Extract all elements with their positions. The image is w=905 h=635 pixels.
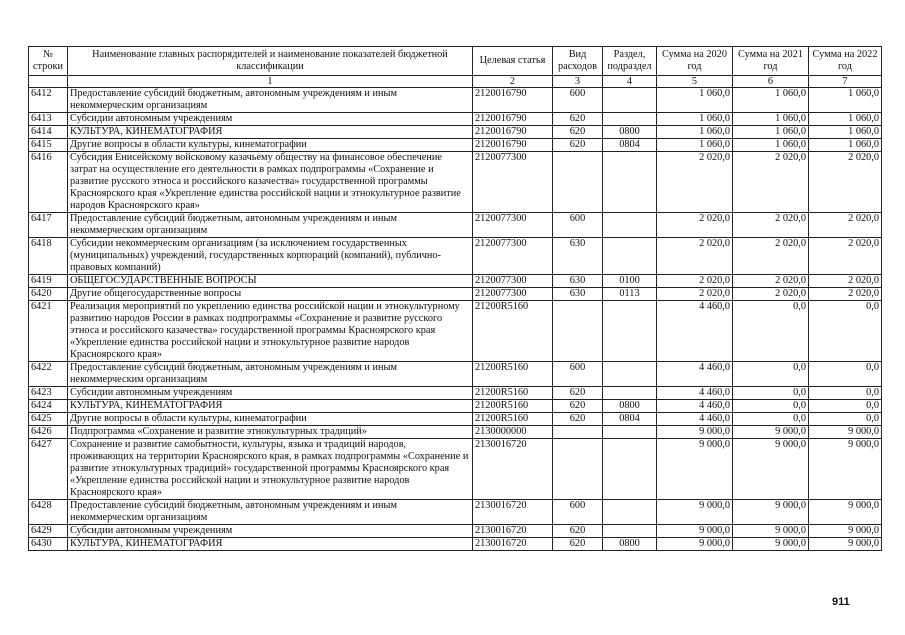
row-section [603, 238, 657, 275]
header-sum-2020: Сумма на 2020 год [657, 47, 733, 76]
header-section: Раздел, подраздел [603, 47, 657, 76]
row-sum-2020: 4 460,0 [657, 301, 733, 362]
row-sum-2020: 4 460,0 [657, 387, 733, 400]
row-section: 0804 [603, 413, 657, 426]
row-number: 6430 [29, 538, 68, 551]
row-sum-2021: 0,0 [733, 301, 809, 362]
row-sum-2021: 0,0 [733, 400, 809, 413]
row-section [603, 113, 657, 126]
table-row [29, 288, 882, 301]
row-name: Сохранение и развитие самобытности, культуры, языка и традиций народов, проживающих на территории Красноярского края, в рамках подпрограммы «Сохранение и развитие этнокультурных традиций» государственной программы Красноярского края «Укрепление единства российской нации и этнокультурное развитие народов Красноярского края» [68, 439, 473, 500]
row-expense-type [553, 439, 603, 500]
row-section: 0800 [603, 400, 657, 413]
row-sum-2022: 1 060,0 [809, 126, 882, 139]
row-name: Подпрограмма «Сохранение и развитие этнокультурных традиций» [68, 426, 473, 439]
row-expense-type [553, 152, 603, 213]
row-sum-2021: 1 060,0 [733, 139, 809, 152]
row-name: Субсидии некоммерческим организациям (за исключением государственных (муниципальных) учреждений, государственных корпораций (компаний), публично-правовых компаний) [68, 238, 473, 275]
row-sum-2022: 1 060,0 [809, 139, 882, 152]
row-sum-2022: 9 000,0 [809, 439, 882, 500]
row-sum-2020: 2 020,0 [657, 238, 733, 275]
header-sum-2021: Сумма на 2021 год [733, 47, 809, 76]
row-expense-type: 600 [553, 88, 603, 113]
row-sum-2022: 2 020,0 [809, 213, 882, 238]
row-section [603, 439, 657, 500]
row-expense-type: 620 [553, 139, 603, 152]
table-body [29, 88, 882, 551]
header-name: Наименование главных распорядителей и наименование показателей бюджетной классификации [68, 47, 473, 76]
row-sum-2022: 2 020,0 [809, 152, 882, 213]
budget-table [28, 46, 882, 551]
column-number-row [29, 76, 882, 88]
row-name: КУЛЬТУРА, КИНЕМАТОГРАФИЯ [68, 126, 473, 139]
table-row [29, 500, 882, 525]
row-sum-2022: 0,0 [809, 362, 882, 387]
row-name: КУЛЬТУРА, КИНЕМАТОГРАФИЯ [68, 400, 473, 413]
table-row [29, 538, 882, 551]
row-sum-2022: 1 060,0 [809, 88, 882, 113]
row-sum-2022: 0,0 [809, 387, 882, 400]
row-name: Другие вопросы в области культуры, кинематографии [68, 413, 473, 426]
table-row [29, 152, 882, 213]
row-sum-2021: 9 000,0 [733, 525, 809, 538]
table-row [29, 301, 882, 362]
row-sum-2020: 9 000,0 [657, 525, 733, 538]
row-sum-2020: 2 020,0 [657, 152, 733, 213]
row-number: 6415 [29, 139, 68, 152]
row-expense-type [553, 426, 603, 439]
column-number: 5 [657, 76, 733, 88]
row-sum-2020: 2 020,0 [657, 213, 733, 238]
table-row [29, 387, 882, 400]
row-target-article: 2130016720 [473, 500, 553, 525]
row-section: 0100 [603, 275, 657, 288]
row-number: 6417 [29, 213, 68, 238]
row-target-article: 21200R5160 [473, 387, 553, 400]
row-expense-type: 630 [553, 275, 603, 288]
row-name: Субсидии автономным учреждениям [68, 113, 473, 126]
row-section: 0113 [603, 288, 657, 301]
row-expense-type: 620 [553, 538, 603, 551]
table-row [29, 113, 882, 126]
row-name: Предоставление субсидий бюджетным, автономным учреждениям и иным некоммерческим организациям [68, 88, 473, 113]
row-name: Предоставление субсидий бюджетным, автономным учреждениям и иным некоммерческим организациям [68, 213, 473, 238]
table-row [29, 426, 882, 439]
row-sum-2021: 0,0 [733, 387, 809, 400]
row-target-article: 2120016790 [473, 88, 553, 113]
row-sum-2020: 9 000,0 [657, 439, 733, 500]
row-section [603, 362, 657, 387]
row-section: 0804 [603, 139, 657, 152]
row-name: Субсидия Енисейскому войсковому казачьему обществу на финансовое обеспечение затрат на осуществление его деятельности в рамках подпрограммы «Сохранение и развитие русского этноса и российского казачества» государственной программы Красноярского края «Укрепление единства российской нации и этнокультурное развитие народов Красноярского края» [68, 152, 473, 213]
row-sum-2020: 9 000,0 [657, 538, 733, 551]
table-row [29, 139, 882, 152]
column-number: 6 [733, 76, 809, 88]
row-sum-2022: 9 000,0 [809, 426, 882, 439]
row-name: Реализация мероприятий по укреплению единства российской нации и этнокультурному развитию народов России в рамках подпрограммы «Сохранение и развитие русского этноса и российского казачества» государственной программы Красноярского края «Укрепление единства российской нации и этнокультурное развитие народов Красноярского края» [68, 301, 473, 362]
row-sum-2020: 4 460,0 [657, 400, 733, 413]
row-number: 6416 [29, 152, 68, 213]
row-sum-2021: 9 000,0 [733, 426, 809, 439]
row-section: 0800 [603, 126, 657, 139]
row-sum-2020: 9 000,0 [657, 500, 733, 525]
row-target-article: 21200R5160 [473, 413, 553, 426]
row-sum-2021: 0,0 [733, 413, 809, 426]
row-section [603, 426, 657, 439]
row-sum-2022: 9 000,0 [809, 538, 882, 551]
row-sum-2020: 2 020,0 [657, 275, 733, 288]
row-section [603, 301, 657, 362]
row-expense-type: 620 [553, 113, 603, 126]
row-expense-type: 620 [553, 126, 603, 139]
row-sum-2020: 9 000,0 [657, 426, 733, 439]
row-target-article: 2130016720 [473, 439, 553, 500]
row-target-article: 2120077300 [473, 275, 553, 288]
row-number: 6419 [29, 275, 68, 288]
row-target-article: 2120077300 [473, 213, 553, 238]
row-number: 6422 [29, 362, 68, 387]
row-name: Предоставление субсидий бюджетным, автономным учреждениям и иным некоммерческим организациям [68, 500, 473, 525]
row-number: 6413 [29, 113, 68, 126]
row-expense-type: 630 [553, 288, 603, 301]
row-target-article: 2120016790 [473, 126, 553, 139]
row-target-article: 2130016720 [473, 538, 553, 551]
column-number-empty [29, 76, 68, 88]
row-name: Субсидии автономным учреждениям [68, 525, 473, 538]
row-sum-2021: 1 060,0 [733, 126, 809, 139]
row-sum-2021: 1 060,0 [733, 88, 809, 113]
row-target-article: 21200R5160 [473, 362, 553, 387]
row-sum-2021: 1 060,0 [733, 113, 809, 126]
row-sum-2020: 1 060,0 [657, 113, 733, 126]
row-target-article: 2120077300 [473, 288, 553, 301]
row-sum-2022: 0,0 [809, 301, 882, 362]
table-row [29, 213, 882, 238]
row-number: 6418 [29, 238, 68, 275]
column-number: 4 [603, 76, 657, 88]
header-target: Целевая статья [473, 47, 553, 76]
row-number: 6412 [29, 88, 68, 113]
table-row [29, 275, 882, 288]
row-sum-2020: 1 060,0 [657, 126, 733, 139]
row-name: Предоставление субсидий бюджетным, автономным учреждениям и иным некоммерческим организациям [68, 362, 473, 387]
row-number: 6427 [29, 439, 68, 500]
table-header [29, 47, 882, 88]
row-sum-2022: 9 000,0 [809, 500, 882, 525]
row-name: Субсидии автономным учреждениям [68, 387, 473, 400]
row-section [603, 213, 657, 238]
row-sum-2021: 2 020,0 [733, 288, 809, 301]
row-expense-type: 600 [553, 213, 603, 238]
row-sum-2022: 2 020,0 [809, 275, 882, 288]
row-section [603, 525, 657, 538]
row-target-article: 2130016720 [473, 525, 553, 538]
row-sum-2020: 1 060,0 [657, 139, 733, 152]
table-row [29, 126, 882, 139]
row-target-article: 2130000000 [473, 426, 553, 439]
row-number: 6420 [29, 288, 68, 301]
page-number: 911 [832, 596, 850, 608]
row-number: 6421 [29, 301, 68, 362]
column-number: 1 [68, 76, 473, 88]
row-sum-2022: 2 020,0 [809, 288, 882, 301]
row-expense-type: 600 [553, 500, 603, 525]
row-sum-2022: 0,0 [809, 400, 882, 413]
row-number: 6426 [29, 426, 68, 439]
row-number: 6428 [29, 500, 68, 525]
row-target-article: 2120016790 [473, 139, 553, 152]
row-expense-type: 600 [553, 362, 603, 387]
row-name: Другие вопросы в области культуры, кинематографии [68, 139, 473, 152]
table-row [29, 362, 882, 387]
row-sum-2021: 9 000,0 [733, 538, 809, 551]
row-sum-2020: 1 060,0 [657, 88, 733, 113]
row-sum-2021: 2 020,0 [733, 152, 809, 213]
row-target-article: 21200R5160 [473, 301, 553, 362]
row-number: 6429 [29, 525, 68, 538]
row-sum-2021: 9 000,0 [733, 439, 809, 500]
table-row [29, 238, 882, 275]
row-sum-2020: 2 020,0 [657, 288, 733, 301]
column-number: 3 [553, 76, 603, 88]
row-sum-2022: 1 060,0 [809, 113, 882, 126]
row-expense-type: 620 [553, 387, 603, 400]
row-section [603, 152, 657, 213]
row-section [603, 500, 657, 525]
row-target-article: 2120077300 [473, 238, 553, 275]
table-row [29, 439, 882, 500]
row-number: 6424 [29, 400, 68, 413]
row-number: 6414 [29, 126, 68, 139]
table-row [29, 400, 882, 413]
row-expense-type: 620 [553, 400, 603, 413]
header-expense: Вид расходов [553, 47, 603, 76]
row-sum-2020: 4 460,0 [657, 413, 733, 426]
row-expense-type: 620 [553, 413, 603, 426]
row-sum-2021: 2 020,0 [733, 238, 809, 275]
row-name: Другие общегосударственные вопросы [68, 288, 473, 301]
column-number: 7 [809, 76, 882, 88]
row-section [603, 387, 657, 400]
row-section [603, 88, 657, 113]
table-row [29, 413, 882, 426]
table-row [29, 525, 882, 538]
row-sum-2022: 9 000,0 [809, 525, 882, 538]
row-sum-2021: 0,0 [733, 362, 809, 387]
row-target-article: 2120077300 [473, 152, 553, 213]
row-section: 0800 [603, 538, 657, 551]
header-num: № строки [29, 47, 68, 76]
row-sum-2021: 9 000,0 [733, 500, 809, 525]
row-target-article: 21200R5160 [473, 400, 553, 413]
row-expense-type [553, 301, 603, 362]
header-sum-2022: Сумма на 2022 год [809, 47, 882, 76]
row-sum-2022: 0,0 [809, 413, 882, 426]
row-expense-type: 620 [553, 525, 603, 538]
column-number: 2 [473, 76, 553, 88]
row-name: КУЛЬТУРА, КИНЕМАТОГРАФИЯ [68, 538, 473, 551]
row-number: 6425 [29, 413, 68, 426]
table-row [29, 88, 882, 113]
row-number: 6423 [29, 387, 68, 400]
row-sum-2021: 2 020,0 [733, 213, 809, 238]
row-expense-type: 630 [553, 238, 603, 275]
row-sum-2021: 2 020,0 [733, 275, 809, 288]
row-sum-2020: 4 460,0 [657, 362, 733, 387]
row-sum-2022: 2 020,0 [809, 238, 882, 275]
row-name: ОБЩЕГОСУДАРСТВЕННЫЕ ВОПРОСЫ [68, 275, 473, 288]
row-target-article: 2120016790 [473, 113, 553, 126]
